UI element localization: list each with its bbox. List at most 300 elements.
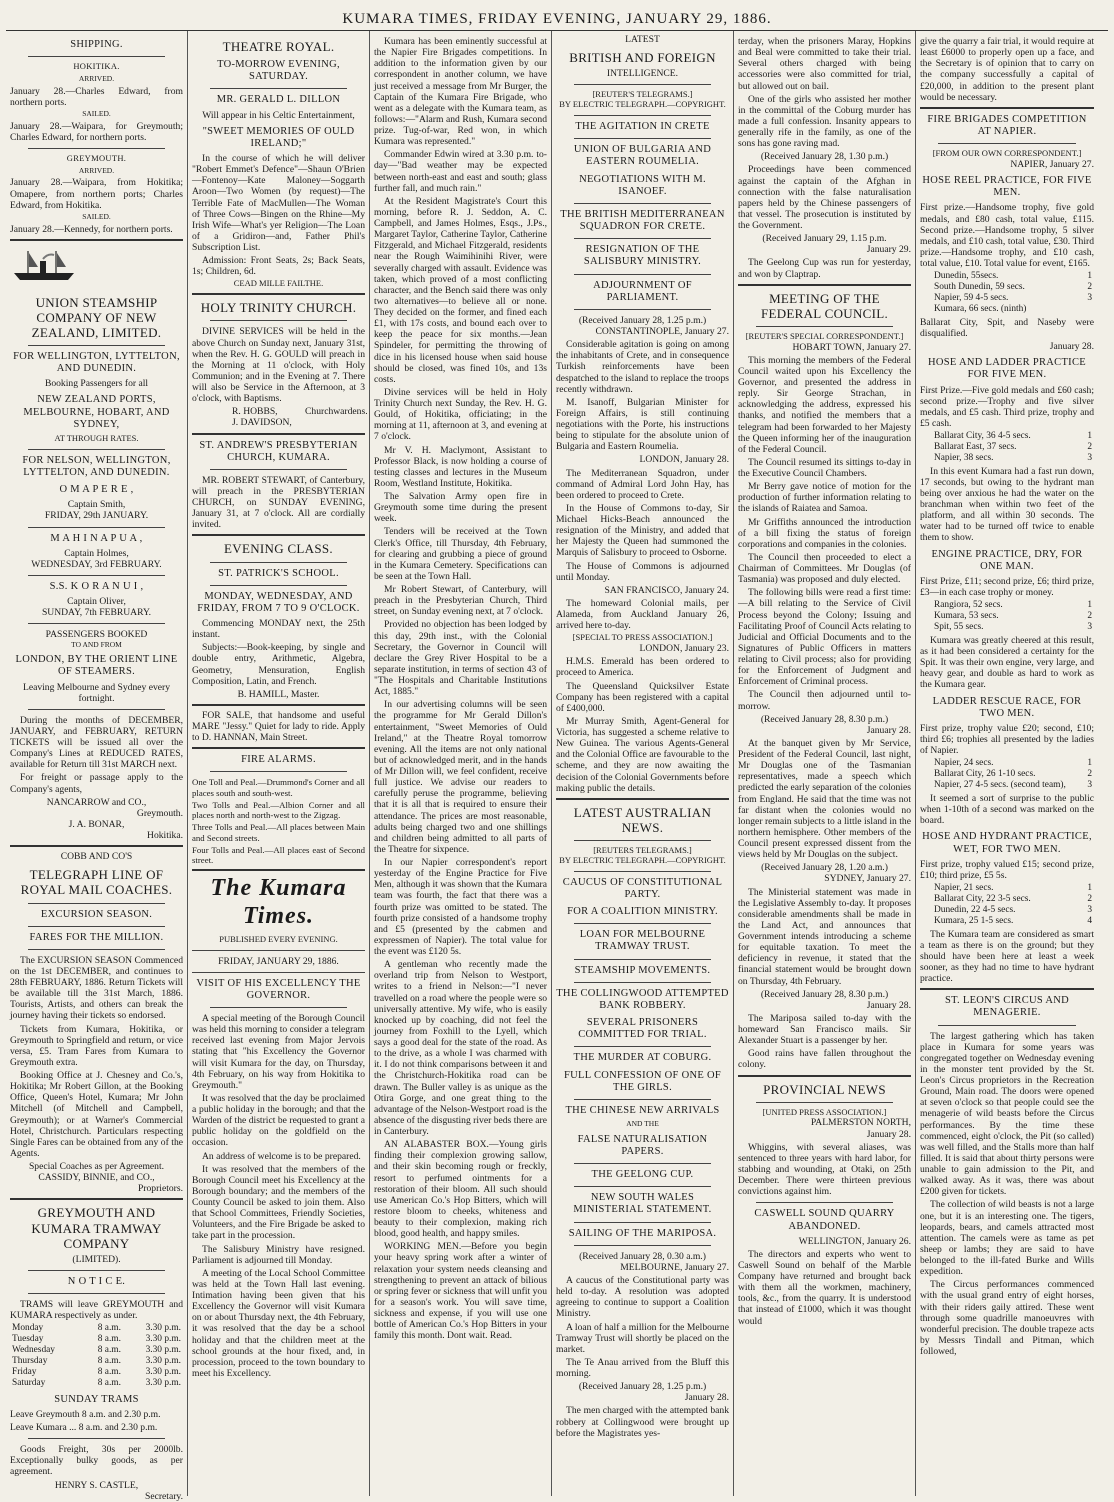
ad-subheading: LONDON, BY THE ORIENT LINE OF STEAMERS.: [15, 654, 178, 678]
telegraph-line-heading: TELEGRAPH LINE OF ROYAL MAIL COACHES.: [20, 867, 173, 898]
agent-place: Greymouth.: [136, 807, 183, 819]
result-cell: 1: [1087, 271, 1092, 282]
ad-text: Tickets from Kumara, Hokitika, or Greymouth to Springfield and return, or vice versa, £5. Tram Fares from Kumara to Greymouth extra.: [10, 1023, 183, 1068]
article-paragraph: M. Isanoff, Bulgarian Minister for Foreign Affairs, is still continuing negotiations with the Porte, his instructions being to stipulate for the absolute union of Bulgaria and Eastern Roumelia.: [556, 396, 729, 453]
result-cell: 2: [1087, 769, 1092, 780]
timetable-cell: 3.30 p.m.: [145, 1355, 181, 1366]
article-paragraph: Commander Edwin wired at 3.30 p.m. to-day—"Bad weather may be expected between north-east and east and south; glass further fall, and much rain.": [374, 149, 547, 194]
result-cell: 2: [1087, 282, 1092, 293]
theatre-royal-heading: THEATRE ROYAL.: [222, 39, 335, 54]
timetable-cell: 3.30 p.m.: [145, 1323, 181, 1334]
news-headline: RESIGNATION OF THE SALISBURY MINISTRY.: [583, 244, 702, 268]
timetable-cell: Saturday: [12, 1377, 46, 1388]
timetable-cell: 3.30 p.m.: [145, 1377, 181, 1388]
result-cell: Kumara, 66 secs. (ninth): [934, 303, 1027, 314]
warden-name: J. DAVIDSON,: [232, 417, 292, 429]
article-paragraph: A meeting of the Local School Committee was held at the Town Hall last evening. Intimation having been given that his Excellency the Governor will visit Kumara on or about Thursday next, the 4th February, it was resolved that the day be a school holiday and that the children meet at the school grounds at the hour fixed, and, in procession, proceed to the town boundary to meet his Excellency.: [192, 1267, 365, 1379]
results-table: [920, 600, 1094, 633]
alarm-entry: One Toll and Peal.—Drummond's Corner and all places south and south-west.: [192, 777, 365, 798]
ad-subheading: TO-MORROW EVENING, SATURDAY.: [217, 59, 340, 83]
article-paragraph: The Circus performances commenced with the usual grand entry of eight horses, with their riders gaily attired. These went through some quadrille manoeuvres with wonderful precision. The double trapeze acts by Messrs Tindall and Pitman, which followed,: [920, 1279, 1094, 1358]
result-cell: Napier, 38 secs.: [934, 452, 994, 463]
received-note: (Received January 28, 8.30 p.m.): [760, 988, 889, 1000]
article-paragraph: Whiggins, with several aliases, was sentenced to three years with hard labor, for stabbing and wounding, at Otaki, on 25th December. There were thirteen previous convictions against him.: [738, 1141, 911, 1198]
results-table: [920, 758, 1094, 791]
news-headline: FULL CONFESSION OF ONE OF THE GIRLS.: [563, 1069, 722, 1093]
timetable-row: [10, 1334, 183, 1345]
steamship-illustration-icon: [10, 249, 80, 283]
ad-text: In the course of which he will deliver "Robert Emmet's Defence"—Shaun O'Brien—Fontenoy—Kate Maloney—Soggarth Aroon—Two Women (by request)—The Terrible Fate of MacMullen—The Woman of Three Cows—Bingen on the Rhine—My Irish Wife—What's yer Religion—The Loan of a Gridiron—and, Father Phil's Subscription List.: [192, 153, 365, 254]
alarm-entry: Three Tolls and Peal.—All places between Main and Second streets.: [192, 822, 365, 843]
article-paragraph: Mr Berry gave notice of motion for the production of further information relating to the islands of Raiatea and Samoa.: [738, 481, 911, 515]
timetable-cell: Monday: [12, 1323, 44, 1334]
result-cell: Ballarat City, 26 1-10 secs.: [934, 769, 1036, 780]
ad-subheading: EXCURSION SEASON.: [40, 908, 153, 920]
result-cell: Kumara, 25 1-5 secs.: [934, 915, 1014, 926]
timetable-row: [10, 1367, 183, 1378]
source-note: [REUTERS TELEGRAMS.]: [593, 844, 692, 855]
dateline: LONDON, January 23.: [639, 643, 729, 655]
article-paragraph: Mr Murray Smith, Agent-General for Victoria, has suggested a scheme relative to New Guinea. The various Agents-General and the Colonial Office are favourable to the scheme, and they are now awaiting the decision of the Colonial Governments before making public the details.: [556, 715, 729, 794]
column-6: [916, 31, 1098, 1496]
article-paragraph: This morning the members of the Federal Council waited upon his Excellency the Governor, and presented the address in reply. Sir George Strachan, in acknowledging the address, expressed his thanks, and notified the members that a telegram had been forwarded to her Majesty the Queen informing her of the inauguration of the Federal Council.: [738, 354, 911, 455]
label: ARRIVED.: [78, 74, 115, 84]
news-headline: THE GEELONG CUP.: [591, 1169, 694, 1181]
result-cell: 3: [1087, 780, 1092, 791]
event-heading: LADDER RESCUE RACE, FOR TWO MEN.: [932, 695, 1082, 719]
result-row: [920, 894, 1094, 905]
ad-subheading: NEW ZEALAND PORTS, MELBOURNE, HOBART, AND SYDNEY,: [23, 394, 170, 430]
ship-date: SUNDAY, 7th FEBRUARY.: [41, 607, 152, 619]
article-paragraph: terday, when the prisoners Maray, Hopkins and Beal were committed to take their trial. Several others charged with being accessories were also committed for trial, but allowed out on bail.: [738, 36, 911, 92]
result-cell: 3: [1087, 292, 1092, 303]
ship-date: WEDNESDAY, 3rd FEBRUARY.: [31, 558, 162, 570]
result-cell: [1072, 304, 1094, 315]
result-row: [920, 758, 1094, 769]
article-paragraph: The largest gathering which has taken place in Kumara for some years was congregated together on Wednesday evening in the monster tent provided by the St. Leon's Circus proprietors in the Recreation Ground, Main road. The doors were opened at seven o'clock so that people could see the menagerie of wild beasts before the Circus performances. By the time these commenced, eight o'clock, the Pit (so called) was well filled, and the Stalls more than half filled. It is said that about thirty persons were unable to gain admission to the Pit, and walked away. As it was, there was about £200 given for tickets.: [920, 1030, 1094, 1198]
article-paragraph: An address of welcome is to be prepared.: [202, 1150, 361, 1162]
ad-subheading: FOR NELSON, WELLINGTON, LYTTELTON, AND DUNEDIN.: [22, 454, 171, 479]
result-row: [920, 453, 1094, 464]
news-headline: UNION OF BULGARIA AND EASTERN ROUMELIA.: [573, 144, 712, 168]
result-row: [920, 916, 1094, 927]
news-headline: SAILING OF THE MARIPOSA.: [568, 1227, 717, 1239]
article-paragraph: Mr V. H. Maclymont, Assistant to Professor Black, is now holding a course of testing classes and lectures in the Museum Room, Westland Institute, Hokitika.: [374, 444, 547, 489]
timetable-cell: 3.30 p.m.: [145, 1334, 181, 1345]
union-steamship-heading: UNION STEAMSHIP COMPANY OF NEW ZEALAND, LIMITED.: [31, 294, 162, 340]
results-table: [920, 883, 1094, 927]
result-cell: Spit, 55 secs.: [934, 622, 984, 633]
article-paragraph: First Prize.—Five gold medals and £60 cash; second prize.—Trophy and five silver medals, and £5 cash. Third prize, trophy and £5 cash.: [920, 384, 1094, 429]
ship-captain: Captain Smith,: [67, 499, 126, 511]
source-note: [REUTER'S TELEGRAMS.]: [592, 89, 693, 100]
agent-place: Secretary.: [145, 1490, 183, 1502]
section-heading: BRITISH AND FOREIGN: [569, 50, 716, 66]
fire-alarms-heading: FIRE ALARMS.: [241, 754, 316, 766]
ship-date: FRIDAY, 29th JANUARY.: [44, 510, 149, 522]
article-paragraph: The directors and experts who went to Caswell Sound on behalf of the Marble Company have returned and brought back with them all the workmen, machinery, tools, &c., from the quarry. It is understood that instead of £1000, which it was thought would: [738, 1248, 911, 1327]
ad-subheading: SUNDAY TRAMS: [54, 1393, 139, 1405]
article-paragraph: A caucus of the Constitutional party was held to-day. A resolution was adopted agreeing to continue to support a Coalition Ministry.: [556, 1275, 729, 1320]
event-heading: HOSE AND LADDER PRACTICE FOR FIVE MEN.: [928, 357, 1086, 381]
masthead: KUMARA TIMES, FRIDAY EVENING, JANUARY 29, 1886.: [6, 8, 1108, 31]
article-paragraph: The Queensland Quicksilver Estate Company has been registered with a capital of £400,000.: [556, 680, 729, 714]
timetable-cell: 8 a.m.: [97, 1334, 121, 1345]
issue-date: FRIDAY, JANUARY 29, 1886.: [218, 955, 339, 967]
article-paragraph: In our advertising columns will be seen the programme for Mr Gerald Dillon's entertainment, "Sweet Memories of Ould Ireland," at the Theatre Royal tomorrow evening. All the items are not only national but of acknowledged merit, and in the hands of Mr Dillon will, we feel confident, receive full justice. We advise our readers to carefully peruse the programme, believing that it is all that is required to ensure their attendance. The prices are most reasonable, adults being charged two and one shillings and children being admitted to all parts of the Theatre for sixpence.: [374, 699, 547, 855]
ad-subheading: MR. GERALD L. DILLON: [216, 94, 341, 106]
ad-text: TRAMS will leave GREYMOUTH and KUMARA respectively as under.: [10, 1299, 183, 1322]
ad-text: During the months of DECEMBER, JANUARY, and FEBRUARY, RETURN TICKETS will be issued all over the Company's Lines at REDUCED RATES, available for Return till 31st MARCH next.: [10, 714, 183, 771]
result-cell: Ballarat East, 37 secs.: [934, 441, 1017, 452]
news-headline: LOAN FOR MELBOURNE TRAMWAY TRUST.: [579, 929, 706, 953]
dateline: CONSTANTINOPLE, January 27.: [595, 326, 729, 338]
article-paragraph: First prize, trophy value £20; second, £10; third £6; trophies all presented by the ladies of Napier.: [920, 722, 1094, 757]
event-heading: HOSE AND HYDRANT PRACTICE, WET, FOR TWO MEN.: [922, 831, 1092, 855]
result-row: [920, 769, 1094, 780]
alarm-entry: Two Tolls and Peal.—Albion Corner and all places north and north-west to the Zigzag.: [192, 799, 365, 821]
ad-subheading: MONDAY, WEDNESDAY, AND FRIDAY, FROM 7 TO 9 O'CLOCK.: [197, 590, 360, 614]
notice-heading: N O T I C E.: [67, 1275, 126, 1287]
article-paragraph: Tenders will be received at the Town Clerk's Office, till Thursday, 4th February, for clearing and grubbing a piece of ground in the Kumara Cemetery. Specifications can be seen at the Town Hall.: [374, 526, 547, 582]
ship-captain: Captain Oliver,: [67, 596, 126, 608]
column-5: [734, 31, 916, 1496]
result-cell: Ballarat City, 22 3-5 secs.: [934, 893, 1031, 904]
result-cell: Rangiora, 52 secs.: [934, 600, 1003, 611]
agent-name: HENRY S. CASTLE,: [54, 1479, 139, 1491]
received-note: (Received January 29, 1.15 p.m.: [762, 233, 887, 245]
ad-text: Booking Office at J. Chesney and Co.'s, Hokitika; Mr Robert Gillon, at the Booking Office, Queen's Hotel, Kumara; Mr John Mitchell (of Mitchell and Campbell, Greymouth); or at Warner's Commercial Hotel, Christchurch. Particulars respecting Single Fares can be obtained from any of the Agents.: [10, 1070, 183, 1159]
section-heading: LATEST: [625, 34, 660, 45]
article-paragraph: At the Resident Magistrate's Court this morning, before R. J. Seddon, A. C. Campbell, and James Holmes, Esqs., J.Ps., Margaret Taylor, Catherine Taylor, Catherine Fitzgerald, and Michael Fitzgerald, residents near the Rough Waimihinihi River, were severally charged with assault. Evidence was taken, which proved of a most conflicting character, and the Bench said there was only two alternatives—to believe all or none. They decided on the former, and fined each £1, with 17s costs, and bound each over to keep the peace for six months.—Jean Spindeler, for permitting the throwing of dice in his licensed house when said house should be closed, was fined 10s, and 13s costs.: [374, 195, 547, 385]
timetable-cell: 3.30 p.m.: [145, 1366, 181, 1377]
result-row: [920, 905, 1094, 916]
shipping-entry: January 28.—Waipara, for Greymouth; Charles Edward, for northern ports.: [10, 120, 183, 143]
article-paragraph: In our Napier correspondent's report yesterday of the Engine Practice for Five Men, although it was shown that the Kumara team was fourth, the fact that there was a fourth prize was omitted to be stated. The fourth prize consisted of a handsome trophy and £5 (presented by the cabmen and expressmen of Napier). The total value for the event was £120 5s.: [374, 857, 547, 957]
shipping-heading: SHIPPING.: [70, 39, 123, 50]
column-3: [370, 31, 552, 1496]
result-row: [920, 293, 1094, 304]
result-cell: 1: [1087, 431, 1092, 442]
dateline: January 28.: [1049, 341, 1094, 353]
result-cell: Ballarat City, 36 4-5 secs.: [934, 431, 1031, 442]
result-cell: 2: [1087, 893, 1092, 904]
source-note: [UNITED PRESS ASSOCIATION.]: [762, 1106, 887, 1117]
article-paragraph: H.M.S. Emerald has been ordered to proceed to America.: [556, 656, 729, 679]
article-paragraph: Provided no objection has been lodged by this day, 29th inst., with the Colonial Secretary, the Governor in Council will declare the Grey River Hospital to be a separate institution, in terms of section 43 of "The Hospitals and Charitable Institutions Act, 1885.": [374, 619, 547, 698]
column-4: [552, 31, 734, 1496]
source-note: [FROM OUR OWN CORRESPONDENT.]: [932, 148, 1082, 159]
result-cell: 1: [1087, 882, 1092, 893]
result-row: [920, 780, 1094, 791]
article-paragraph: The Mediterranean Squadron, under command of Admiral Lord John Hay, has been ordered to proceed to Crete.: [556, 467, 729, 501]
holy-trinity-heading: HOLY TRINITY CHURCH.: [200, 300, 357, 316]
source-note: BY ELECTRIC TELEGRAPH.—COPYRIGHT.: [559, 99, 726, 110]
result-row: [920, 442, 1094, 453]
section-heading: LATEST AUSTRALIAN NEWS.: [573, 804, 712, 835]
tram-timetable: [10, 1323, 183, 1388]
result-cell: 3: [1087, 904, 1092, 915]
article-paragraph: Ballarat City, Spit, and Naseby were disqualified.: [920, 316, 1094, 339]
article-paragraph: The Council then proceeded to elect a Chairman of Committees. Mr Douglas (of Tasmania) was proposed and duly elected.: [738, 551, 911, 586]
result-row: [920, 622, 1094, 633]
result-row: [920, 883, 1094, 894]
timetable-cell: 3.30 p.m.: [145, 1345, 181, 1356]
result-row: [920, 304, 1094, 315]
dateline: PALMERSTON NORTH,: [810, 1117, 911, 1129]
timetable-cell: Thursday: [12, 1355, 48, 1366]
news-headline: FALSE NATURALISATION PAPERS.: [577, 1133, 708, 1157]
shipping-entry: January 28.—Charles Edward, from northern ports.: [10, 85, 183, 108]
received-note: (Received January 28, 8.30 p.m.): [760, 713, 889, 725]
article-paragraph: The Geelong Cup was run for yesterday, and won by Claptrap.: [738, 257, 911, 280]
ship-captain: Captain Holmes,: [64, 547, 129, 559]
news-headline: NEW SOUTH WALES MINISTERIAL STATEMENT.: [573, 1192, 712, 1216]
ad-subheading: ST. PATRICK'S SCHOOL.: [218, 567, 339, 579]
section-heading: MEETING OF THE FEDERAL COUNCIL.: [760, 290, 889, 321]
ad-text: AT THROUGH RATES.: [54, 432, 139, 443]
section-heading: FIRE BRIGADES COMPETITION AT NAPIER.: [927, 113, 1087, 137]
news-headline: FOR A COALITION MINISTRY.: [567, 906, 718, 918]
ship-name: O M A P E R E ,: [59, 484, 134, 496]
news-headline: CAUCUS OF CONSTITUTIONAL PARTY.: [562, 876, 723, 900]
news-headline: THE BRITISH MEDITERRANEAN SQUADRON FOR CRETE.: [560, 208, 725, 233]
article-paragraph: The Salisbury Ministry have resigned. Parliament is adjourned till Monday.: [192, 1243, 365, 1266]
received-note: (Received January 28, 1.30 p.m.): [760, 151, 889, 163]
ad-text: Will appear in his Celtic Entertainment,: [202, 109, 355, 121]
dateline: January 28.: [866, 999, 911, 1011]
result-cell: Dunedin, 55secs.: [934, 271, 999, 282]
result-row: [920, 611, 1094, 622]
result-row: [920, 282, 1094, 293]
agent-place: Hokitika.: [147, 830, 183, 842]
result-cell: Napier, 59 4-5 secs.: [934, 292, 1009, 303]
ad-text: For freight or passage apply to the Company's agents,: [10, 772, 183, 795]
shipping-entry: January 28.—Waipara, from Hokitika; Omapere, from northern ports; Charles Edward, from Hokitika.: [10, 177, 183, 211]
timetable-row: [10, 1356, 183, 1367]
event-heading: HOSE REEL PRACTICE, FOR FIVE MEN.: [922, 175, 1092, 199]
label: TO AND FROM: [71, 639, 122, 649]
label: AND THE: [626, 1119, 659, 1129]
news-headline: THE COLLINGWOOD ATTEMPTED BANK ROBBERY.: [556, 987, 729, 1011]
article-paragraph: In the House of Commons to-day, Sir Michael Hicks-Beach announced the resignation of the Ministry, and added that her Majesty the Queen had summoned the Marquis of Salisbury to proceed to Osborne.: [556, 502, 729, 559]
news-headline: NEGOTIATIONS WITH M. ISANOEF.: [579, 173, 706, 197]
warden-label: Churchwardens.: [305, 406, 368, 418]
ad-text: B. HAMILL, Master.: [237, 688, 320, 700]
received-note: (Received January 28, 0.30 a.m.): [579, 1250, 706, 1262]
timetable-cell: 8 a.m.: [97, 1366, 121, 1377]
article-paragraph: Good rains have fallen throughout the colony.: [738, 1048, 911, 1071]
section-heading: ST. LEON'S CIRCUS AND MENAGERIE.: [944, 995, 1070, 1019]
received-note: (Received January 28, 1.25 p.m.): [578, 314, 707, 326]
cobb-heading: COBB AND CO'S: [60, 851, 133, 863]
label: ARRIVED.: [78, 165, 115, 175]
ad-text: (LIMITED).: [72, 1253, 121, 1265]
article-heading: VISIT OF HIS EXCELLENCY THE GOVERNOR.: [196, 977, 361, 1001]
tramway-heading: GREYMOUTH AND KUMARA TRAMWAY COMPANY: [31, 1205, 162, 1251]
article-paragraph: The Ministerial statement was made in the Legislative Assembly to-day. It proposes considerable amendments shall be made in the Land Act, and announces that Government intends introducing a scheme for equitable taxation. To meet the deficiency in revenue, it stated that the financial statement would be brought down on Thursday, 4th February.: [738, 886, 911, 987]
article-paragraph: Mr Robert Stewart, of Canterbury, will preach in the Presbyterian Church, Third street, on Sunday evening next, at 7 o'clock.: [374, 584, 547, 618]
ad-text: Subjects:—Book-keeping, by single and double entry, Arithmetic, Algebra, Geometry, Mensuration, English Composition, Latin, and French.: [192, 642, 365, 687]
article-paragraph: Proceedings have been commenced against the captain of the Afghan in connection with the false naturalisation papers held by the Chinese passengers of that vessel. The prosecution is instituted by the Government.: [738, 164, 911, 231]
result-row: [920, 431, 1094, 442]
article-paragraph: A special meeting of the Borough Council was held this morning to consider a telegram received last evening from Major Jervois stating that "his Excellency the Governor will visit Kumara for the day, on Thursday, 4th February, on his way from Hokitika to Greymouth.": [192, 1013, 365, 1091]
source-note: BY ELECTRIC TELEGRAPH.—COPYRIGHT.: [559, 854, 726, 865]
news-headline: THE MURDER AT COBURG.: [573, 1052, 712, 1064]
article-paragraph: Kumara was greatly cheered at this result, as it had been considered a certainty for the Spit. It was their own engine, very large, and heavy gear, and double as hard to work as the Kumara gear.: [920, 634, 1094, 691]
published-note: PUBLISHED EVERY EVENING.: [219, 933, 338, 944]
section-heading: PROVINCIAL NEWS: [763, 1081, 886, 1097]
dateline: January 28.: [866, 1128, 911, 1140]
article-paragraph: At the banquet given by Mr Service, President of the Federal Council, last night, Mr Douglas one of the Tasmanian representatives, made a speech which predicted the early separation of the colonies from England. He said that the time was not far distant when the colonies would no longer remain subjects to a little island in the northern hemisphere. Other members of the Council present expressed dissent from the views held by Mr Douglas on the subject.: [738, 737, 911, 861]
article-paragraph: It seemed a sort of surprise to the public when 1-10th of a second was marked on the board.: [920, 792, 1094, 827]
result-cell: 3: [1087, 622, 1092, 633]
column-1: [6, 31, 188, 1502]
article-paragraph: A gentleman who recently made the overland trip from Nelson to Westport, writes to a friend in Nelson:—"I never travelled on a road where the people were so universally attentive. My wife, who is easily knocked up by coaching, did not feel the journey from Foxhill to the Lyell, which says a good deal for the state of the road. As to the drive, as a whole I was charmed with it. I do not think comparisons between it and the Christchurch-Hokitika road can be drawn. The Buller valley is as unique as the Otira Gorge, and one great thing to the advantage of the Nelson-Westport road is the absence of the disgusting river beds there are in Canterbury.: [374, 959, 547, 1137]
ad-text: Commencing MONDAY next, the 25th instant.: [192, 618, 365, 641]
news-headline: STEAMSHIP MOVEMENTS.: [574, 964, 711, 976]
dateline: HOBART TOWN, January 27.: [792, 341, 911, 353]
ad-text: MR. ROBERT STEWART, of Canterbury, will preach in the PRESBYTERIAN CHURCH, on SUNDAY EVENING, January 31, at 7 o'clock. All are cordially invited.: [192, 474, 365, 531]
article-paragraph: The men charged with the attempted bank robbery at Collingwood were brought up before the Magistrates yes-: [556, 1405, 729, 1439]
article-paragraph: In this event Kumara had a fast run down, 17 seconds, but owing to the hydrant man being over anxious he had the water on the branchman when within two feet of the platform, and all within 30 seconds. The water had to be turned off twice to enable them to show.: [920, 465, 1094, 544]
ad-text: Leaving Melbourne and Sydney every fortnight.: [22, 681, 171, 704]
dateline: SAN FRANCISCO, January 24.: [604, 584, 729, 596]
result-cell: 3: [1087, 452, 1092, 463]
dateline: MELBOURNE, January 27.: [620, 1261, 729, 1273]
timetable-cell: Wednesday: [12, 1345, 55, 1356]
news-headline: ADJOURNMENT OF PARLIAMENT.: [593, 279, 692, 303]
st-andrews-heading: ST. ANDREW'S PRESBYTERIAN CHURCH, KUMARA.: [199, 439, 358, 463]
article-paragraph: The Mariposa sailed to-day with the homeward San Francisco mails. Sir Alexander Stuart is a passenger by her.: [738, 1012, 911, 1047]
article-paragraph: Considerable agitation is going on among the inhabitants of Crete, and in consequence Turkish reinforcements have been despatched to the island to replace the troops recently withdrawn.: [556, 339, 729, 395]
result-cell: Dunedin, 22 4-5 secs.: [934, 904, 1016, 915]
article-paragraph: The Kumara team are considered as smart a team as there is on the ground; but they should have been here at least a week sooner, as they had no time to have hydrant practice.: [920, 928, 1094, 985]
news-headline: THE AGITATION IN CRETE: [575, 121, 710, 133]
port-heading: HOKITIKA.: [73, 61, 120, 72]
result-cell: 1: [1087, 600, 1092, 611]
article-paragraph: The Salvation Army open fire in Greymouth some time during the present week.: [374, 491, 547, 525]
source-note: [REUTER'S SPECIAL CORRESPONDENT.]: [745, 330, 904, 341]
result-cell: 2: [1087, 441, 1092, 452]
article-paragraph: The Te Anau arrived from the Bluff this morning.: [556, 1356, 729, 1380]
timetable-cell: 8 a.m.: [97, 1355, 121, 1366]
column-2: [188, 31, 370, 1496]
alarm-entry: Four Tolls and Peal.—All places east of Second street.: [192, 844, 365, 865]
warden-name: R. HOBBS,: [232, 406, 278, 418]
result-cell: 2: [1087, 611, 1092, 622]
result-cell: Napier, 24 secs.: [934, 758, 994, 769]
article-paragraph: The collection of wild beasts is not a large one, but it is an interesting one. The tigers, leopards, bears, and camels attracted most attention. The camels were as tame as pet sheep or lambs; they are said to have belonged to the ill-fated Burke and Wills expedition.: [920, 1199, 1094, 1278]
label: SAILED.: [82, 108, 111, 118]
article-paragraph: A loan of half a million for the Melbourne Tramway Trust will shortly be placed on the market.: [556, 1321, 729, 1355]
ad-text: CEAD MILLE FAILTHE.: [233, 278, 324, 289]
ad-text: Admission: Front Seats, 2s; Back Seats, 1s; Children, 6d.: [192, 255, 365, 278]
dateline: SYDNEY, January 27.: [824, 873, 911, 885]
ad-text: Leave Kumara ... 8 a.m. and 2.30 p.m.: [10, 1422, 158, 1433]
ad-text: The EXCURSION SEASON Commenced on the 1st DECEMBER, and continues to 28th FEBRUARY, 1886. Return Tickets will be available till the 31st March, 1886. Tourists, Artists, and others can break the journey having their tickets so endorsed.: [10, 954, 183, 1022]
result-row: [920, 271, 1094, 282]
result-cell: Napier, 21 secs.: [934, 882, 994, 893]
article-paragraph: First prize.—Handsome trophy, five gold medals, and £80 cash, total value, £115. Second prize.—Handsome trophy, 5 silver medals, and £10 cash, total value, £30. Third prize.—Handsome trophy, and £10 cash, total value, £10. Total value for event, £165.: [920, 202, 1094, 270]
article-paragraph: It was resolved that the day be proclaimed a public holiday in the borough; and that the Warden of the district be requested to grant a public holiday on the goldfield on the occasion.: [192, 1092, 365, 1149]
results-table: [920, 431, 1094, 464]
timetable-row: [10, 1345, 183, 1356]
ad-subheading: FARES FOR THE MILLION.: [29, 931, 164, 943]
result-cell: South Dunedin, 59 secs.: [934, 282, 1025, 293]
timetable-row: [10, 1323, 183, 1334]
timetable-row: [10, 1378, 183, 1389]
dateline: WELLINGTON, January 26.: [798, 1235, 911, 1247]
article-paragraph: The Council then adjourned until to-morrow.: [738, 689, 911, 712]
ad-text: PASSENGERS BOOKED: [45, 629, 148, 641]
for-sale-ad: FOR SALE, that handsome and useful MARE "Jessy." Quiet for lady to ride. Apply to D. HANNAN, Main Street.: [192, 709, 365, 744]
shipping-entry: January 28.—Kennedy, for northern ports.: [10, 223, 173, 235]
dateline: January 28.: [684, 1392, 729, 1404]
timetable-cell: Tuesday: [12, 1334, 44, 1345]
result-cell: 4: [1087, 915, 1092, 926]
agent-name: NANCARROW and CO.,: [46, 796, 147, 808]
ad-subheading: "SWEET MEMORIES OF OULD IRELAND;": [202, 125, 355, 149]
newspaper-title: The Kumara Times.: [210, 875, 347, 929]
received-note: (Received January 28, 1.20 a.m.): [761, 862, 888, 874]
dateline: January 28.: [866, 724, 911, 736]
article-paragraph: Divine services will be held in Holy Trinity Church next Sunday, the Rev. H. G. Gould, of Hokitika, officiating; in the morning at 11, afternoon at 3, and evening at 7 o'clock.: [374, 386, 547, 443]
ad-text: DIVINE SERVICES will be held in the above Church on Sunday next, January 31st, when the Rev. H. G. GOULD will preach in the Morning at 11 o'clock, with Holy Communion; and in the Evening at 7. There will also be Service in the Afternoon, at 3 o'clock, with Baptisms.: [192, 326, 365, 405]
ship-name: S.S. K O R A N U I ,: [49, 581, 144, 593]
article-paragraph: One of the girls who assisted her mother in the committal of the Coburg murder has made a full confession. Insanity appears to generally rife in the family, as one of the sons has gone raving mad.: [738, 93, 911, 150]
ad-text: Goods Freight, 30s per 2000lb. Exceptionally bulky goods, as per agreement.: [10, 1444, 183, 1478]
timetable-cell: 8 a.m.: [97, 1377, 121, 1388]
dateline: NAPIER, January 27.: [1010, 158, 1094, 170]
evening-class-heading: EVENING CLASS.: [224, 541, 333, 557]
ad-text: Booking Passengers for all: [44, 378, 149, 390]
article-paragraph: The Council resumed its sittings to-day in the Executive Council Chambers.: [738, 456, 911, 480]
article-paragraph: It was resolved that the members of the Borough Council meet his Excellency at the Borough boundary; and the members of the County Council be asked to join them. Also that School Committees, Friendly Societies, Volunteers, and the Fire Brigade be asked to take part in the procession.: [192, 1163, 365, 1242]
agent-place: Proprietors.: [137, 1183, 183, 1195]
result-cell: Kumara, 53 secs.: [934, 611, 999, 622]
label: SAILED.: [82, 211, 111, 221]
result-cell: Napier, 27 4-5 secs. (second team),: [934, 780, 1066, 791]
port-heading: GREYMOUTH.: [66, 152, 127, 163]
news-headline: SEVERAL PRISONERS COMMITTED FOR TRIAL.: [578, 1017, 707, 1041]
article-paragraph: First prize, trophy valued £15; second prize, £10; third prize, £5 5s.: [920, 858, 1094, 881]
source-note: [SPECIAL TO PRESS ASSOCIATION.]: [572, 632, 713, 643]
results-table: [920, 271, 1094, 315]
dateline: January 29.: [866, 244, 911, 256]
article-paragraph: The homeward Colonial mails, per Alameda, from Auckland January 26, arrived here to-day.: [556, 597, 729, 632]
article-paragraph: Kumara has been eminently successful at the Napier Fire Brigades competitions. In addition to the information given by our correspondent in another column, we have just received a message from Mr Burger, the Captain of the Kumara Fire Brigade, who went as a delegate with the Kumara team, as follows:—"Alarm and Rush, Kumara second prize. Tug-of-war, Red won, in which Kumara was represented.": [374, 36, 547, 148]
article-paragraph: Mr Griffiths announced the introduction of a bill fixing the status of foreign corporations and companies in the colonies.: [738, 516, 911, 550]
article-paragraph: give the quarry a fair trial, it would require at least £6000 to properly open up a face, and the Secretary is of opinion that to carry on the company successfully a capital of £20,000, in addition to the present plant would be necessary.: [920, 36, 1094, 103]
news-headline: THE CHINESE NEW ARRIVALS: [565, 1104, 720, 1116]
ad-text: Leave Greymouth 8 a.m. and 2.30 p.m.: [10, 1408, 161, 1420]
result-cell: 1: [1087, 758, 1092, 769]
ad-text: Special Coaches as per Agreement.: [28, 1161, 165, 1173]
agent-name: J. A. BONAR,: [68, 818, 125, 830]
article-paragraph: WORKING MEN.—Before you begin your heavy spring work after a winter of relaxation your system needs cleansing and strengthening to prevent an attack of bilious or spring fever or sickness that will unfit you for a season's work. You will save time, sickness and expense, if you will use one bottle of American Co.'s Hop Bitters in your family this month. Dont wait. Read.: [374, 1241, 547, 1342]
ship-name: M A H I N A P U A ,: [50, 532, 143, 544]
dateline: LONDON, January 28.: [639, 454, 729, 466]
agent-name: CASSIDY, BINNIE, and CO.,: [38, 1172, 155, 1184]
section-heading: INTELLIGENCE.: [606, 68, 679, 80]
timetable-cell: Friday: [12, 1366, 37, 1377]
news-headline: CASWELL SOUND QUARRY ABANDONED.: [754, 1208, 895, 1232]
article-paragraph: The House of Commons is adjourned until Monday.: [556, 560, 729, 583]
article-paragraph: The following bills were read a first time:—A bill relating to the Service of Civil Process beyond the Colony; Issuing and Facilitating Proof of Council Acts relating to Judicial and Official Documents and to the Signatures of Public Officers in matters relating to Civil process; also for providing for the Enforcement of Judgment and Enforcement of Criminal process.: [738, 587, 911, 688]
article-paragraph: AN ALABASTER BOX.—Young girls finding their complexion growing sallow, and their skin becoming rough or freckly, resort to perfumed ointments for a restoration of their bloom. All such should use American Co.'s Hop Bitters, which will restore bloom to cheeks, whiteness and beauty to their complexion, making rich blood, good health, and happy smiles.: [374, 1139, 547, 1240]
received-note: (Received January 28, 1.25 p.m.): [578, 1381, 707, 1393]
